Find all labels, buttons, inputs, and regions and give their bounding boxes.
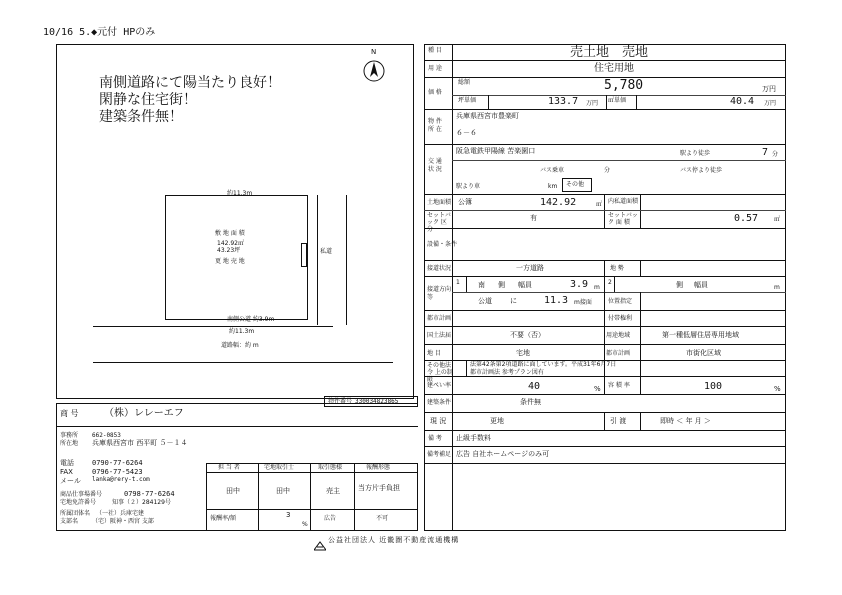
north-label: N	[371, 48, 377, 56]
col-line	[636, 95, 637, 109]
south-road-top	[93, 326, 333, 327]
col-line	[606, 95, 607, 109]
other-law-2: 都市計画法 参考プラン図有	[470, 369, 544, 376]
sqm-unit: 万円	[764, 100, 777, 107]
south-road-label: 南側公道 約3.9m	[227, 316, 275, 323]
land-law: 不要（否）	[510, 331, 545, 339]
kind-value: 売土地 売地	[570, 45, 649, 60]
staff-col-line-3	[354, 463, 355, 531]
col-line	[640, 412, 641, 430]
fee-unit: %	[302, 521, 308, 528]
col-line	[604, 260, 605, 276]
road2-w-label: 幅員	[694, 281, 708, 289]
tel-label: 電話	[60, 459, 74, 467]
south-road-bottom	[93, 362, 393, 363]
area-unit: ㎡	[596, 201, 603, 208]
reg: 0798-77-6264	[124, 490, 175, 498]
row-line	[424, 60, 786, 61]
land-law-label: 国土法届	[427, 332, 452, 339]
col-line	[466, 360, 467, 376]
bus-unit: 分	[604, 167, 611, 174]
company-label: 商 号	[60, 409, 79, 418]
marker	[301, 243, 307, 267]
col-line	[614, 276, 615, 292]
staff-val-1: 田中	[226, 487, 240, 495]
setback-label: セットバック 区 分	[427, 212, 451, 233]
build-cond-label: 建築条件	[427, 399, 452, 406]
other-law-1: 法第42条第2項道路に面しています。平成31年6月7日	[470, 361, 617, 368]
tsubo-price: 133.7	[548, 96, 579, 107]
coverage-unit: %	[594, 385, 601, 393]
staff-val-4: 当方片手負担	[358, 484, 400, 492]
coverage: 40	[528, 381, 541, 392]
traffic-label: 交 通 状 況	[428, 158, 442, 173]
row-line	[424, 376, 786, 377]
col-line	[640, 326, 641, 376]
col-line	[604, 326, 605, 376]
far: 100	[704, 381, 723, 392]
row-line	[424, 228, 786, 229]
row-line	[424, 310, 786, 311]
sqm-price: 40.4	[730, 96, 755, 107]
row-line	[424, 109, 786, 110]
col-line	[604, 292, 605, 310]
road1-no: 1	[456, 279, 460, 286]
price-total: 5,780	[604, 78, 644, 93]
area-value: 142.92	[540, 197, 577, 208]
mail-label: メール	[60, 477, 81, 485]
setback-unit: ㎡	[774, 216, 781, 223]
handover: 即時 ＜ 年 月 ＞	[660, 417, 711, 425]
company-divider	[56, 426, 418, 427]
plan: 市街化区域	[686, 349, 721, 357]
remarks-label: 備 考	[428, 435, 442, 442]
property-number-value: 330034823865	[355, 398, 399, 405]
address: 兵庫県西宮市 西平町 ５－１４	[92, 439, 188, 447]
road-touch: 11.3	[544, 295, 569, 306]
staff-head-2: 宅地取引士	[264, 464, 295, 471]
row-line	[424, 394, 786, 395]
car-unit: km	[548, 183, 558, 190]
footer-org: 公益社団法人 近畿圏不動産流通機構	[328, 536, 460, 544]
staff-head-4: 報酬形態	[366, 464, 391, 471]
row-line	[424, 194, 786, 195]
property-number-label: 物件番号	[328, 398, 353, 405]
road1-dir: 南	[478, 281, 485, 289]
plan-label: 都市計画	[606, 350, 631, 357]
width-bottom: 約11.3m	[229, 328, 255, 335]
terrain-label: 地 勢	[610, 265, 624, 272]
assoc: （一社）兵庫宅建	[96, 510, 145, 517]
row-line	[424, 276, 786, 277]
road-dir-label: 接道方向 等	[427, 286, 452, 301]
road-touch-label: に	[510, 297, 517, 305]
setback-area-label: セットバック 面 積	[608, 212, 638, 226]
col-line	[640, 376, 641, 394]
label-col-line	[452, 44, 453, 531]
use-value: 住宅用地	[594, 63, 634, 74]
price-unit: 万円	[762, 85, 776, 93]
branch-label: 支部名	[60, 518, 79, 525]
staff-col-line-1	[258, 463, 259, 531]
scale-note: 道路幅：約 m	[221, 342, 259, 349]
ad-value: 不可	[376, 515, 389, 522]
bus-label: バス乗車	[540, 167, 565, 174]
office-zip: 662-0853	[92, 432, 121, 439]
staff-row-line-2	[206, 509, 418, 510]
col-line	[604, 194, 605, 228]
car-label: 駅より車	[456, 183, 481, 190]
other-label: その他	[566, 181, 585, 188]
row-line	[424, 463, 786, 464]
location-label: 物 件 所 在	[428, 118, 442, 133]
row-line	[424, 446, 786, 447]
location-2: ６－６	[456, 129, 477, 137]
walk-unit: 分	[772, 151, 779, 158]
position-label: 位置指定	[608, 298, 633, 305]
license-label: 宅地免許番号	[60, 499, 97, 506]
status-label: 現 況	[430, 417, 447, 425]
line-name: 阪急電鉄甲陽線 苦楽園口	[456, 147, 536, 155]
plot-label-2: 142.92㎡	[217, 240, 244, 247]
plot-label-4: 更 地 売 地	[215, 258, 245, 265]
staff-head-1: 担 当 者	[218, 464, 240, 471]
staff-head-3: 取引態様	[318, 464, 343, 471]
company-name: （株）レレーエフ	[104, 408, 184, 419]
row-line	[424, 260, 786, 261]
side-road-label: 私道	[320, 248, 333, 255]
row-line	[424, 344, 786, 345]
kind-label: 種 目	[428, 47, 442, 54]
catchcopy: 南側道路にて陽当たり良好！ 閑静な住宅街！ 建築条件無！	[99, 75, 281, 125]
urban-label: 都市計画	[427, 315, 452, 322]
road2-unit: m	[774, 284, 780, 291]
col-line	[640, 310, 641, 326]
coverage-label: 建ぺい率	[427, 382, 452, 389]
status: 更地	[490, 417, 504, 425]
office-label: 事務所	[60, 432, 79, 439]
location-1: 兵庫県西宮市豊楽町	[456, 112, 519, 120]
price-label: 価 格	[428, 89, 442, 96]
col-line	[488, 95, 489, 109]
col-line	[640, 260, 641, 276]
use-label: 用 途	[428, 65, 442, 72]
map-panel	[56, 44, 414, 399]
zone-label: 用途地域	[606, 332, 631, 339]
row-subline	[452, 292, 786, 293]
staff-val-2: 田中	[276, 487, 290, 495]
setback-value: 有	[530, 214, 537, 222]
road1-w-label: 幅員	[518, 281, 532, 289]
row-subline	[452, 160, 786, 161]
road2-side: 側	[676, 281, 683, 289]
area-label: 土地面積	[427, 199, 452, 206]
setback-area: 0.57	[734, 213, 759, 224]
build-cond: 条件無	[520, 398, 541, 406]
col-line	[604, 376, 605, 394]
branch: （宅）阪神・西宮 支部	[92, 518, 154, 525]
assoc-label: 所属団体名	[60, 510, 91, 517]
col-line	[466, 276, 467, 292]
row-line	[424, 430, 786, 431]
reg-label: 商品仕事場番号	[60, 491, 103, 498]
bus-walk-label: バス停より徒歩	[680, 167, 723, 174]
road-public: 公道	[478, 297, 492, 305]
road1-side: 側	[498, 281, 505, 289]
remarks2-label: 備考補足	[427, 451, 452, 458]
fee-value: 3	[286, 511, 291, 519]
address-label: 所在地	[60, 440, 79, 447]
ad-label: 広告	[324, 515, 337, 522]
far-label: 容 積 率	[608, 382, 630, 389]
license: 知事（２）284129号	[112, 499, 171, 506]
tsubo-unit: 万円	[586, 100, 599, 107]
fax-label: FAX	[60, 468, 73, 476]
walk-label: 駅より徒歩	[680, 150, 711, 157]
col-line	[640, 292, 641, 310]
row-line	[424, 144, 786, 145]
private-road-label: 内私道面積	[608, 198, 639, 205]
far-unit: %	[774, 385, 781, 393]
area-type: 公簿	[458, 198, 472, 206]
row-line	[424, 326, 786, 327]
road-status: 一方道路	[516, 264, 544, 272]
plot-label-3: 43.23坪	[217, 247, 241, 254]
road1-unit: m	[594, 284, 600, 291]
chimoku-label: 地 目	[427, 350, 441, 357]
other-law-label: その他法令 上の制限	[427, 362, 453, 383]
road-status-label: 接道状況	[427, 265, 452, 272]
col-line	[640, 194, 641, 228]
sqm-label: ㎡単価	[608, 97, 627, 104]
fee-label: 報酬率/額	[210, 515, 237, 522]
side-road	[317, 195, 347, 325]
plot-label-1: 敷 地 面 積	[215, 230, 245, 237]
mail[interactable]: lanka@rery-t.com	[92, 476, 150, 483]
road2-no: 2	[608, 279, 612, 286]
tsubo-label: 坪単価	[458, 97, 477, 104]
staff-row-line-1	[206, 472, 418, 473]
walk-value: 7	[762, 147, 769, 158]
staff-val-3: 売主	[326, 487, 340, 495]
cond-label: 設備・条件	[427, 241, 458, 248]
chimoku: 宅地	[516, 349, 530, 357]
handover-label: 引 渡	[610, 417, 627, 425]
col-line	[604, 412, 605, 430]
remarks: 止級手数料	[456, 434, 491, 442]
header-note: 10/16 5.◆元付 HPのみ	[43, 27, 156, 38]
col-line	[604, 310, 605, 326]
urban-sub-label: 付帯権利	[608, 315, 633, 322]
org-logo-icon	[314, 536, 326, 546]
col-line	[604, 276, 605, 292]
remarks2: 広告 自社ホームページのみ可	[456, 450, 550, 458]
tel: 0790-77-6264	[92, 459, 143, 467]
zone: 第一種低層住居専用地域	[662, 331, 739, 339]
row-line	[424, 412, 786, 413]
fax: 0796-77-5423	[92, 468, 143, 476]
staff-col-line-2	[310, 463, 311, 531]
row-subline	[424, 210, 786, 211]
price-total-label: 総額	[458, 79, 471, 86]
road-touch-unit: m接面	[574, 299, 592, 306]
road1-w: 3.9	[570, 279, 589, 290]
plot-top-dim: 約11.3m	[227, 190, 253, 197]
